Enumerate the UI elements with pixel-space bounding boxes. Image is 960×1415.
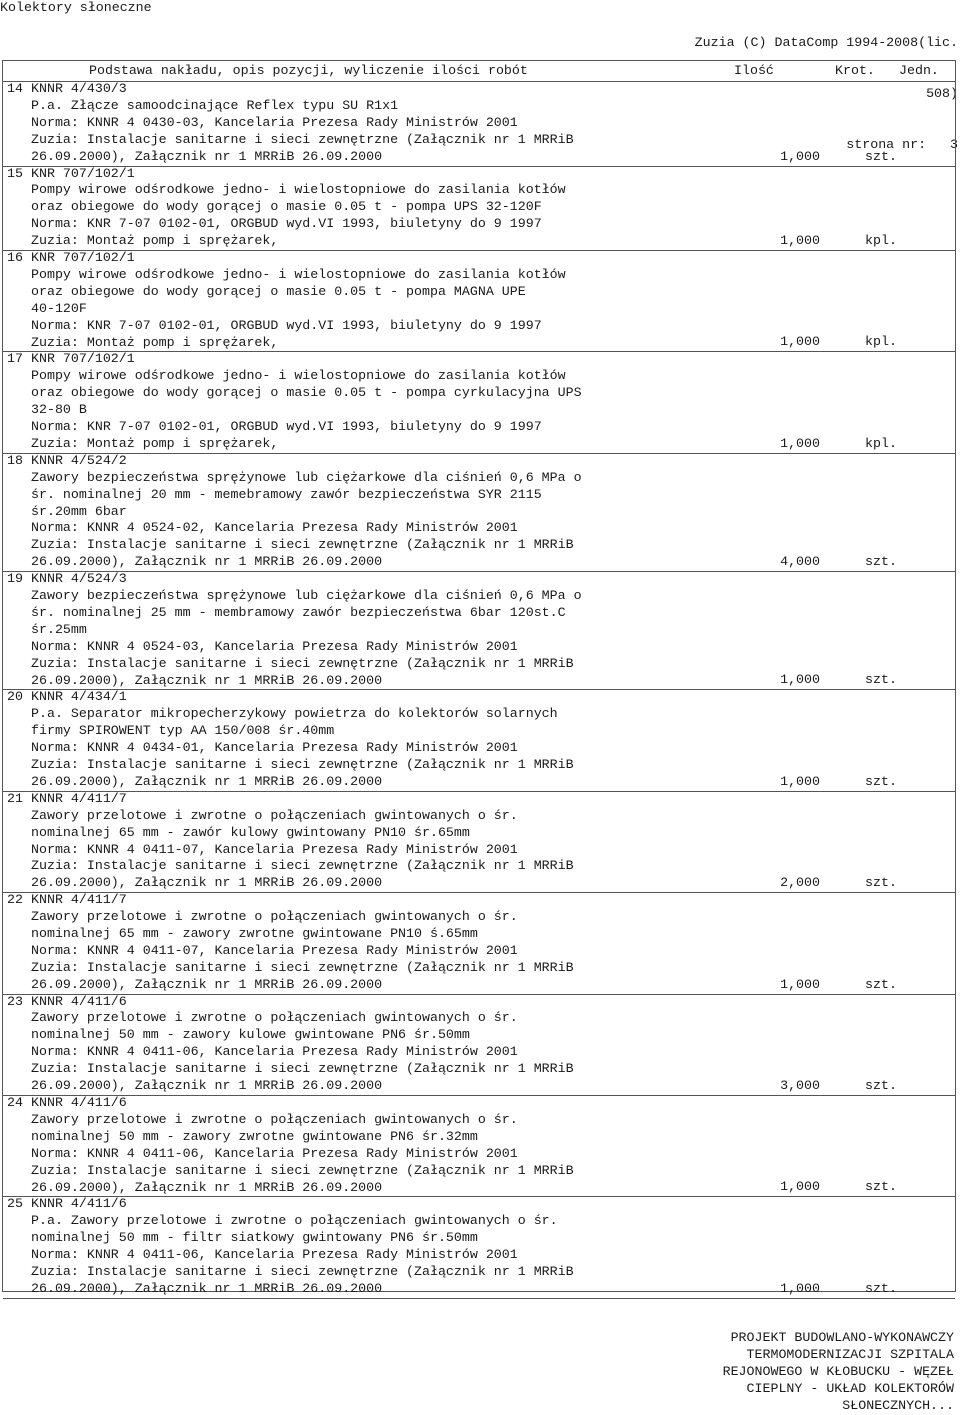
- description-line: nominalnej 65 mm - zawór kulowy gwintowany PN10 śr.65mm: [31, 824, 470, 840]
- footer-line: REJONOWEGO W KŁOBUCKU - WĘZEŁ: [722, 1363, 954, 1379]
- description-line: Norma: KNNR 4 0430-03, Kancelaria Prezesa Rady Ministrów 2001: [31, 114, 518, 130]
- item-quantity: 1,000: [780, 334, 820, 350]
- description-line: P.a. Separator mikropecherzykowy powietrza do kolektorów solarnych: [31, 706, 558, 722]
- description-line: Norma: KNNR 4 0434-01, Kancelaria Prezesa Rady Ministrów 2001: [31, 740, 518, 756]
- item-quantity: 1,000: [780, 976, 820, 992]
- description-line: Zuzia: Instalacje sanitarne i sieci zewnętrzne (Załącznik nr 1 MRRiB: [31, 131, 574, 147]
- description-line: śr. nominalnej 25 mm - membramowy zawór bezpieczeństwa 6bar 120st.C: [31, 604, 566, 620]
- cost-estimate-table: [2, 60, 956, 1296]
- item-number: 20: [7, 689, 23, 705]
- description-line: Zawory przelotowe i zwrotne o połączeniach gwintowanych o śr.: [31, 807, 518, 823]
- item-quantity: 1,000: [780, 672, 820, 688]
- item-description: [31, 267, 691, 352]
- footer-line: SŁONECZNYCH...: [842, 1397, 954, 1413]
- description-line: Norma: KNNR 4 0524-02, Kancelaria Prezesa Rady Ministrów 2001: [31, 520, 518, 536]
- table-row: [3, 81, 955, 167]
- item-unit: szt.: [865, 554, 897, 570]
- description-line: Norma: KNR 7-07 0102-01, ORGBUD wyd.VI 1993, biuletyny do 9 1997: [31, 317, 542, 333]
- description-line: P.a. Zawory przelotowe i zwrotne o połączeniach gwintowanych o śr.: [31, 1213, 558, 1229]
- description-line: Zuzia: Instalacje sanitarne i sieci zewnętrzne (Załącznik nr 1 MRRiB: [31, 655, 574, 671]
- norm-code: KNNR 4/411/6: [31, 1095, 127, 1110]
- norm-code: KNNR 4/430/3: [31, 81, 127, 96]
- description-line: 26.09.2000), Załącznik nr 1 MRRiB 26.09.2000: [31, 554, 383, 570]
- table-row: [3, 571, 955, 690]
- norm-code: KNR 707/102/1: [31, 351, 135, 367]
- item-unit: szt.: [865, 1280, 897, 1296]
- item-number: 18: [7, 452, 23, 468]
- item-number: 21: [7, 790, 23, 806]
- norm-code: KNNR 4/411/6: [31, 993, 127, 1009]
- table-row: [3, 689, 955, 791]
- description-line: 32-80 B: [31, 402, 87, 418]
- table-row: [3, 166, 955, 252]
- description-line: Zawory bezpieczeństwa sprężynowe lub ciężarkowe dla ciśnień 0,6 MPa o: [31, 587, 582, 603]
- copyright-line: Zuzia (C) DataComp 1994-2008(lic.: [694, 35, 958, 50]
- description-line: Norma: KNR 7-07 0102-01, ORGBUD wyd.VI 1993, biuletyny do 9 1997: [31, 419, 542, 434]
- description-line: 26.09.2000), Załącznik nr 1 MRRiB 26.09.2000: [31, 976, 383, 992]
- description-line: 40-120F: [31, 300, 87, 316]
- item-number: 16: [7, 250, 23, 265]
- item-description: [31, 368, 691, 453]
- item-number: 15: [7, 165, 23, 181]
- item-unit: szt.: [865, 773, 897, 789]
- description-line: Zuzia: Instalacje sanitarne i sieci zewnętrzne (Załącznik nr 1 MRRiB: [31, 858, 574, 874]
- description-line: Zuzia: Instalacje sanitarne i sieci zewnętrzne (Załącznik nr 1 MRRiB: [31, 757, 574, 772]
- description-line: Zawory bezpieczeństwa sprężynowe lub ciężarkowe dla ciśnień 0,6 MPa o: [31, 469, 582, 485]
- item-description: [31, 182, 691, 250]
- description-line: Norma: KNNR 4 0411-07, Kancelaria Prezesa Rady Ministrów 2001: [31, 841, 518, 857]
- item-number: 22: [7, 892, 23, 908]
- item-unit: szt.: [865, 1179, 897, 1195]
- item-quantity: 1,000: [780, 148, 820, 164]
- page-number: strona nr: 3: [846, 137, 958, 152]
- item-unit: szt.: [865, 148, 897, 164]
- norm-code: KNNR 4/411/6: [31, 1196, 127, 1212]
- column-header-quantity: Ilość: [734, 63, 774, 78]
- description-line: oraz obiegowe do wody gorącej o masie 0.05 t - pompa UPS 32-120F: [31, 199, 542, 215]
- description-line: Norma: KNR 7-07 0102-01, ORGBUD wyd.VI 1993, biuletyny do 9 1997: [31, 216, 542, 232]
- item-description: [31, 1112, 691, 1197]
- item-description: [31, 1010, 691, 1095]
- footer-line: PROJEKT BUDOWLANO-WYKONAWCZY: [730, 1330, 954, 1345]
- description-line: nominalnej 65 mm - zawory zwrotne gwintowane PN10 ś.65mm: [31, 925, 478, 941]
- item-number: 24: [7, 1095, 23, 1110]
- description-line: Zawory przelotowe i zwrotne o połączeniach gwintowanych o śr.: [31, 1111, 518, 1127]
- description-line: Zuzia: Montaż pomp i sprężarek,: [31, 233, 279, 249]
- item-number: 17: [7, 351, 23, 367]
- table-row: [3, 892, 955, 994]
- item-quantity: 1,000: [780, 1179, 820, 1195]
- item-description: [31, 98, 691, 166]
- description-line: Zawory przelotowe i zwrotne o połączeniach gwintowanych o śr.: [31, 1010, 518, 1026]
- item-unit: szt.: [865, 672, 897, 688]
- item-quantity: 1,000: [780, 1280, 820, 1296]
- footer-line: CIEPLNY - UKŁAD KOLEKTORÓW: [746, 1380, 954, 1396]
- project-title-footer: [723, 1330, 954, 1415]
- item-description: [31, 470, 691, 571]
- norm-code: KNNR 4/524/3: [31, 571, 127, 587]
- item-unit: kpl.: [865, 233, 897, 249]
- footer-line: TERMOMODERNIZACJI SZPITALA: [746, 1346, 954, 1362]
- norm-code: KNNR 4/524/2: [31, 452, 127, 468]
- description-line: 26.09.2000), Załącznik nr 1 MRRiB 26.09.2000: [31, 148, 383, 164]
- item-unit: kpl.: [865, 435, 897, 451]
- table-row: [3, 250, 955, 352]
- description-line: oraz obiegowe do wody gorącej o masie 0.05 t - pompa cyrkulacyjna UPS: [31, 385, 582, 401]
- description-line: nominalnej 50 mm - filtr siatkowy gwintowany PN6 śr.50mm: [31, 1230, 478, 1246]
- description-line: 26.09.2000), Załącznik nr 1 MRRiB 26.09.2000: [31, 672, 383, 688]
- description-line: Pompy wirowe odśrodkowe jedno- i wielostopniowe do zasilania kotłów: [31, 182, 566, 198]
- description-line: 26.09.2000), Załącznik nr 1 MRRiB 26.09.2000: [31, 1078, 383, 1094]
- item-quantity: 1,000: [780, 773, 820, 789]
- column-header-description: Podstawa nakładu, opis pozycji, wyliczenie ilości robót: [89, 63, 528, 78]
- description-line: Norma: KNNR 4 0524-03, Kancelaria Prezesa Rady Ministrów 2001: [31, 638, 518, 654]
- item-quantity: 3,000: [780, 1078, 820, 1094]
- description-line: Pompy wirowe odśrodkowe jedno- i wielostopniowe do zasilania kotłów: [31, 266, 566, 282]
- item-unit: szt.: [865, 875, 897, 891]
- description-line: śr. nominalnej 20 mm - memebramowy zawór bezpieczeństwa SYR 2115: [31, 486, 542, 502]
- table-row: [3, 1196, 955, 1298]
- item-description: [31, 588, 691, 689]
- item-number: 19: [7, 571, 23, 587]
- license-line: 508): [926, 86, 958, 101]
- item-unit: szt.: [865, 1078, 897, 1094]
- norm-code: KNNR 4/411/7: [31, 892, 127, 908]
- description-line: 26.09.2000), Załącznik nr 1 MRRiB 26.09.2000: [31, 1280, 383, 1296]
- description-line: nominalnej 50 mm - zawory zwrotne gwintowane PN6 śr.32mm: [31, 1128, 478, 1144]
- description-line: Zuzia: Instalacje sanitarne i sieci zewnętrzne (Załącznik nr 1 MRRiB: [31, 537, 574, 553]
- norm-code: KNR 707/102/1: [31, 165, 135, 181]
- item-unit: kpl.: [865, 334, 897, 350]
- norm-code: KNNR 4/434/1: [31, 689, 127, 705]
- description-line: Zuzia: Instalacje sanitarne i sieci zewnętrzne (Załącznik nr 1 MRRiB: [31, 1162, 574, 1178]
- item-description: [31, 808, 691, 893]
- item-unit: szt.: [865, 976, 897, 992]
- description-line: śr.20mm 6bar: [31, 503, 127, 519]
- description-line: Zawory przelotowe i zwrotne o połączeniach gwintowanych o śr.: [31, 909, 518, 925]
- description-line: Zuzia: Instalacje sanitarne i sieci zewnętrzne (Załącznik nr 1 MRRiB: [31, 1264, 574, 1279]
- item-number: 25: [7, 1196, 23, 1212]
- description-line: Zuzia: Instalacje sanitarne i sieci zewnętrzne (Załącznik nr 1 MRRiB: [31, 1061, 574, 1077]
- table-row: [3, 453, 955, 572]
- description-line: Zuzia: Montaż pomp i sprężarek,: [31, 435, 279, 451]
- description-line: 26.09.2000), Załącznik nr 1 MRRiB 26.09.2000: [31, 875, 383, 891]
- description-line: Norma: KNNR 4 0411-07, Kancelaria Prezesa Rady Ministrów 2001: [31, 942, 518, 958]
- description-line: Zuzia: Montaż pomp i sprężarek,: [31, 334, 279, 350]
- item-quantity: 1,000: [780, 233, 820, 249]
- table-row: [3, 351, 955, 453]
- item-number: 14: [7, 81, 23, 96]
- description-line: Norma: KNNR 4 0411-06, Kancelaria Prezesa Rady Ministrów 2001: [31, 1044, 518, 1060]
- description-line: Norma: KNNR 4 0411-06, Kancelaria Prezesa Rady Ministrów 2001: [31, 1145, 518, 1161]
- description-line: śr.25mm: [31, 621, 87, 637]
- item-quantity: 4,000: [780, 554, 820, 570]
- description-line: 26.09.2000), Załącznik nr 1 MRRiB 26.09.2000: [31, 1179, 383, 1195]
- table-row: [3, 1095, 955, 1197]
- description-line: oraz obiegowe do wody gorącej o masie 0.05 t - pompa MAGNA UPE: [31, 283, 526, 299]
- table-row: [3, 994, 955, 1096]
- description-line: firmy SPIROWENT typ AA 150/008 śr.40mm: [31, 723, 335, 739]
- description-line: 26.09.2000), Załącznik nr 1 MRRiB 26.09.2000: [31, 773, 383, 789]
- description-line: nominalnej 50 mm - zawory kulowe gwintowane PN6 śr.50mm: [31, 1027, 470, 1043]
- item-number: 23: [7, 993, 23, 1009]
- item-description: [31, 1213, 691, 1298]
- norm-code: KNNR 4/411/7: [31, 790, 127, 806]
- norm-code: KNR 707/102/1: [31, 250, 135, 265]
- description-line: Pompy wirowe odśrodkowe jedno- i wielostopniowe do zasilania kotłów: [31, 368, 566, 384]
- column-header-row: [3, 61, 955, 82]
- app-name: Kolektory słoneczne: [0, 0, 152, 15]
- column-header-unit: Jedn.: [899, 63, 939, 78]
- table-row: [3, 791, 955, 893]
- item-description: [31, 706, 691, 791]
- item-description: [31, 909, 691, 994]
- description-line: P.a. Złącze samoodcinające Reflex typu SU R1x1: [31, 97, 399, 113]
- item-quantity: 2,000: [780, 875, 820, 891]
- column-header-repeat: Krot.: [835, 63, 875, 78]
- item-quantity: 1,000: [780, 435, 820, 451]
- description-line: Zuzia: Instalacje sanitarne i sieci zewnętrzne (Załącznik nr 1 MRRiB: [31, 959, 574, 975]
- description-line: Norma: KNNR 4 0411-06, Kancelaria Prezesa Rady Ministrów 2001: [31, 1247, 518, 1263]
